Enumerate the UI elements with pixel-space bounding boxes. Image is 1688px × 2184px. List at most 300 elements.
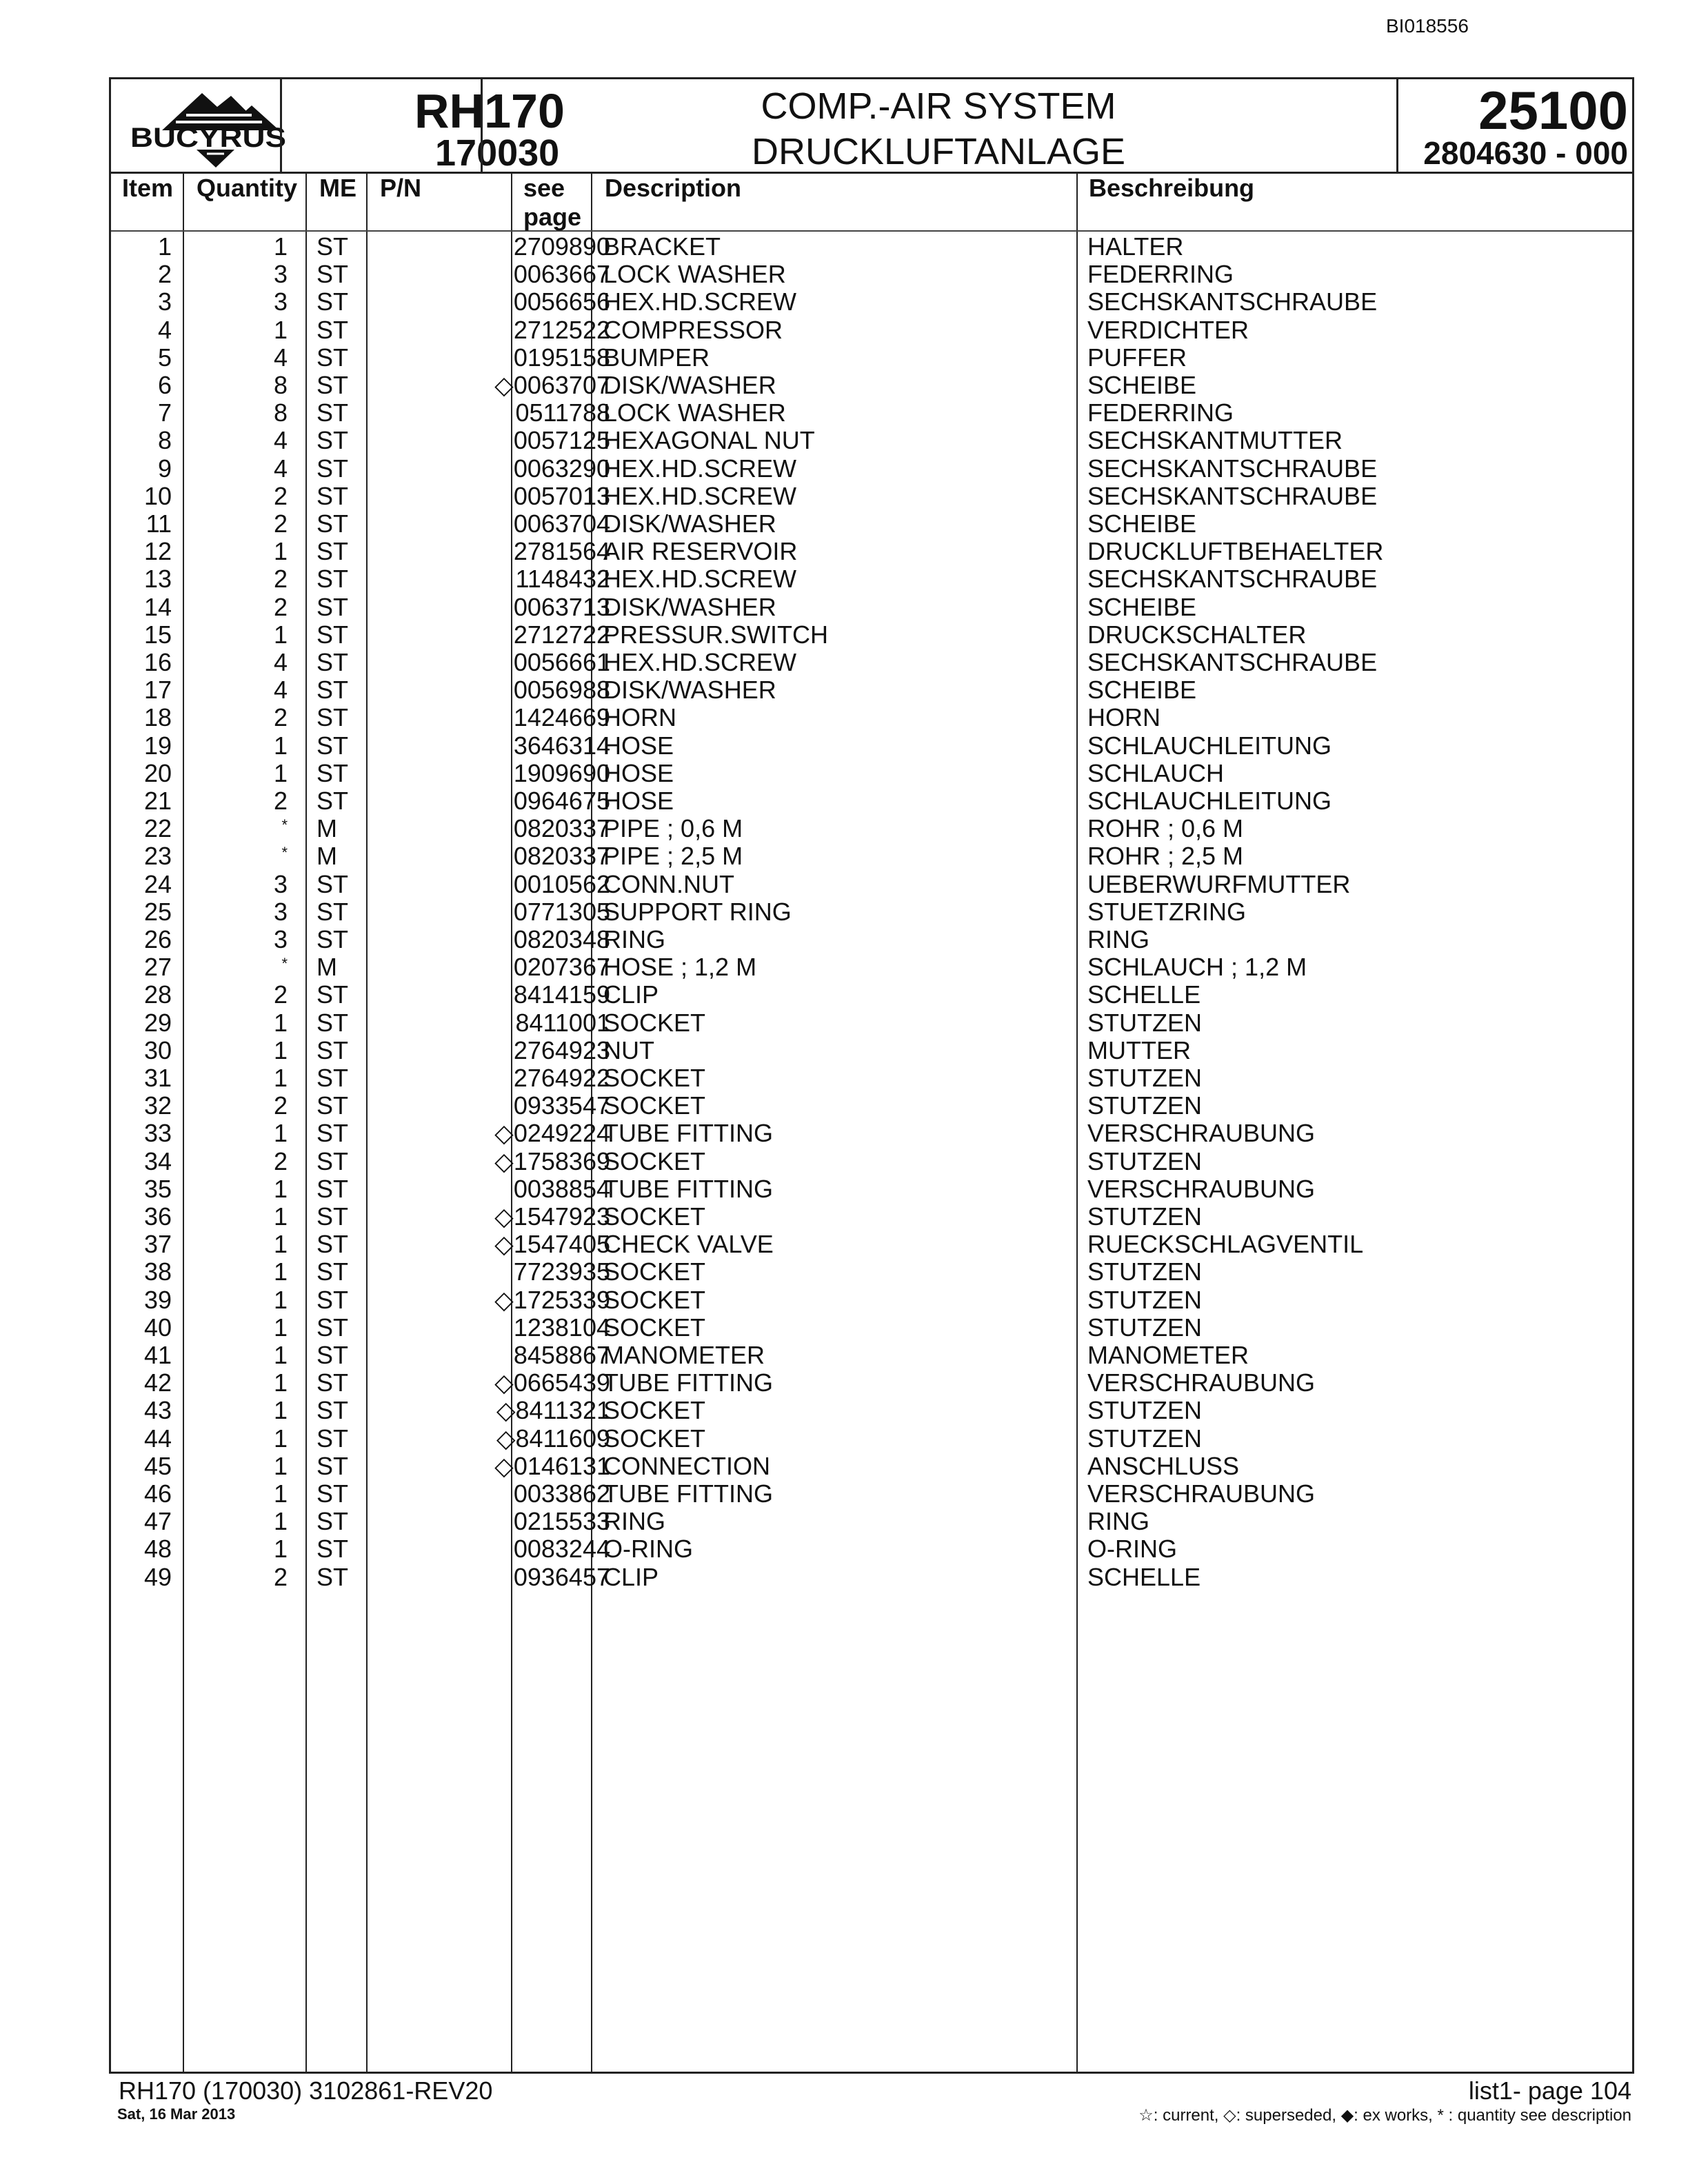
row-part-number: 2764922: [513, 1064, 610, 1092]
table-row: [111, 1535, 1632, 1563]
row-beschreibung: DRUCKLUFTBEHAELTER: [1087, 537, 1384, 566]
row-description: RING: [603, 925, 665, 953]
row-me: ST: [316, 1064, 349, 1092]
row-me: ST: [316, 1146, 349, 1175]
row-quantity: 2: [273, 980, 288, 1009]
table-row: [111, 732, 1632, 760]
group-number: 25100: [1478, 80, 1628, 141]
row-me: ST: [316, 980, 349, 1009]
row-item: 33: [143, 1119, 172, 1148]
row-part-number: 0820348: [513, 925, 610, 953]
row-beschreibung: MUTTER: [1087, 1035, 1191, 1064]
row-item: 37: [143, 1230, 172, 1259]
row-quantity: 3: [273, 897, 288, 926]
row-me: ST: [316, 1119, 349, 1148]
row-quantity: 2: [273, 787, 288, 815]
row-description: HEX.HD.SCREW: [603, 454, 797, 483]
row-beschreibung: STUTZEN: [1087, 1313, 1202, 1342]
row-me: ST: [316, 1008, 349, 1037]
row-beschreibung: SCHEIBE: [1087, 509, 1197, 538]
row-me: ST: [316, 565, 349, 594]
row-beschreibung: STUTZEN: [1087, 1008, 1202, 1037]
row-item: 34: [143, 1146, 172, 1175]
row-beschreibung: STUTZEN: [1087, 1396, 1202, 1425]
bucyrus-logo-icon: [121, 86, 383, 169]
table-row: [111, 649, 1632, 676]
row-part-number: ◇8411609: [496, 1424, 610, 1453]
row-beschreibung: SECHSKANTSCHRAUBE: [1087, 648, 1378, 676]
row-quantity: 1: [273, 1285, 288, 1314]
row-item: 45: [143, 1451, 172, 1480]
row-description: HOSE: [603, 731, 674, 760]
header-divider: [280, 79, 282, 172]
row-item: 5: [157, 343, 172, 372]
table-row: [111, 427, 1632, 454]
table-row: [111, 538, 1632, 565]
row-me: ST: [316, 1035, 349, 1064]
table-row: [111, 1203, 1632, 1231]
row-part-number: 0207367: [513, 953, 610, 982]
row-beschreibung: HALTER: [1087, 232, 1184, 261]
row-item: 10: [143, 481, 172, 510]
row-part-number: 7723935: [513, 1257, 610, 1286]
row-item: 25: [143, 897, 172, 926]
table-row: [111, 1453, 1632, 1480]
row-description: HOSE: [603, 787, 674, 815]
row-quantity: 2: [273, 481, 288, 510]
row-beschreibung: SCHELLE: [1087, 980, 1201, 1009]
row-item: 1: [157, 232, 172, 261]
row-beschreibung: RING: [1087, 1507, 1149, 1536]
row-me: ST: [316, 1479, 349, 1508]
table-row: [111, 953, 1632, 981]
row-me: ST: [316, 758, 349, 787]
table-row: [111, 1397, 1632, 1424]
row-me: ST: [316, 731, 349, 760]
row-quantity: 1: [273, 1535, 288, 1564]
row-description: HEX.HD.SCREW: [603, 648, 797, 676]
row-item: 8: [157, 426, 172, 455]
row-item: 14: [143, 592, 172, 621]
row-item: 22: [143, 814, 172, 843]
row-item: 26: [143, 925, 172, 953]
row-beschreibung: SCHLAUCH ; 1,2 M: [1087, 953, 1307, 982]
row-beschreibung: DRUCKSCHALTER: [1087, 620, 1307, 649]
col-header-item: Item: [122, 174, 174, 202]
table-row: [111, 1092, 1632, 1120]
row-item: 30: [143, 1035, 172, 1064]
row-me: ST: [316, 1202, 349, 1231]
row-description: HEXAGONAL NUT: [603, 426, 815, 455]
row-description: LOCK WASHER: [603, 260, 786, 289]
row-quantity: 1: [273, 1008, 288, 1037]
row-quantity: 2: [273, 592, 288, 621]
table-row: [111, 842, 1632, 870]
row-me: M: [316, 953, 337, 982]
col-header-see: see: [523, 174, 565, 202]
row-description: NUT: [603, 1035, 654, 1064]
row-quantity: *: [281, 955, 288, 973]
row-description: HEX.HD.SCREW: [603, 287, 797, 316]
row-quantity: 1: [273, 758, 288, 787]
row-beschreibung: UEBERWURFMUTTER: [1087, 869, 1351, 898]
row-me: ST: [316, 676, 349, 705]
row-item: 2: [157, 260, 172, 289]
row-description: CLIP: [603, 980, 659, 1009]
row-me: ST: [316, 1313, 349, 1342]
row-beschreibung: VERSCHRAUBUNG: [1087, 1479, 1316, 1508]
row-quantity: 1: [273, 1479, 288, 1508]
model-name: RH170: [414, 84, 565, 138]
row-item: 28: [143, 980, 172, 1009]
row-me: ST: [316, 1285, 349, 1314]
table-row: [111, 1314, 1632, 1342]
row-part-number: 0933547: [513, 1091, 610, 1120]
row-part-number: 0215533: [513, 1507, 610, 1536]
table-row: [111, 455, 1632, 483]
row-description: SOCKET: [603, 1424, 706, 1453]
table-row: [111, 787, 1632, 815]
row-me: ST: [316, 1230, 349, 1259]
row-me: ST: [316, 1341, 349, 1369]
row-item: 35: [143, 1174, 172, 1203]
row-me: ST: [316, 897, 349, 926]
row-description: HORN: [603, 703, 676, 732]
row-quantity: 4: [273, 454, 288, 483]
row-part-number: ◇0146131: [494, 1451, 610, 1480]
row-item: 36: [143, 1202, 172, 1231]
row-quantity: 1: [273, 1396, 288, 1425]
row-description: TUBE FITTING: [603, 1174, 773, 1203]
row-item: 41: [143, 1341, 172, 1369]
row-part-number: 0056661: [513, 648, 610, 676]
row-beschreibung: FEDERRING: [1087, 260, 1234, 289]
row-part-number: 1148432: [515, 565, 610, 594]
svg-text:BUCYRUS: BUCYRUS: [130, 123, 286, 153]
row-item: 46: [143, 1479, 172, 1508]
row-quantity: 1: [273, 731, 288, 760]
row-description: TUBE FITTING: [603, 1368, 773, 1397]
row-part-number: ◇1725339: [494, 1285, 610, 1314]
col-header-description: Description: [605, 174, 742, 202]
row-me: ST: [316, 315, 349, 344]
row-me: ST: [316, 620, 349, 649]
table-row: [111, 1175, 1632, 1203]
row-item: 29: [143, 1008, 172, 1037]
row-beschreibung: HORN: [1087, 703, 1160, 732]
table-row: [111, 760, 1632, 787]
row-quantity: 1: [273, 232, 288, 261]
row-quantity: 3: [273, 287, 288, 316]
row-beschreibung: STUTZEN: [1087, 1064, 1202, 1092]
row-beschreibung: SCHEIBE: [1087, 592, 1197, 621]
table-row: [111, 1009, 1632, 1037]
row-beschreibung: ROHR ; 0,6 M: [1087, 814, 1244, 843]
row-part-number: 0010562: [513, 869, 610, 898]
row-item: 49: [143, 1562, 172, 1591]
row-quantity: 2: [273, 509, 288, 538]
row-item: 40: [143, 1313, 172, 1342]
table-row: [111, 483, 1632, 510]
table-row: [111, 898, 1632, 926]
row-beschreibung: SCHLAUCHLEITUNG: [1087, 731, 1332, 760]
row-beschreibung: RUECKSCHLAGVENTIL: [1087, 1230, 1364, 1259]
row-quantity: 1: [273, 1064, 288, 1092]
table-row: [111, 621, 1632, 649]
row-item: 32: [143, 1091, 172, 1120]
row-quantity: 1: [273, 1035, 288, 1064]
row-beschreibung: SCHLAUCHLEITUNG: [1087, 787, 1332, 815]
row-beschreibung: STUTZEN: [1087, 1424, 1202, 1453]
row-part-number: 0063290: [513, 454, 610, 483]
table-row: [111, 261, 1632, 288]
row-me: M: [316, 842, 337, 871]
row-quantity: 1: [273, 1119, 288, 1148]
row-beschreibung: SECHSKANTSCHRAUBE: [1087, 481, 1378, 510]
table-row: [111, 871, 1632, 898]
row-description: O-RING: [603, 1535, 693, 1564]
table-row: [111, 1342, 1632, 1369]
row-me: ST: [316, 1535, 349, 1564]
row-part-number: 1909690: [513, 758, 610, 787]
row-item: 39: [143, 1285, 172, 1314]
table-row: [111, 594, 1632, 621]
row-part-number: 0063667: [513, 260, 610, 289]
row-part-number: 0057125: [513, 426, 610, 455]
row-part-number: ◇8411321: [496, 1396, 610, 1425]
row-me: ST: [316, 509, 349, 538]
row-description: TUBE FITTING: [603, 1479, 773, 1508]
row-item: 23: [143, 842, 172, 871]
row-part-number: 8411001: [515, 1008, 610, 1037]
row-part-number: 0820337: [513, 842, 610, 871]
row-beschreibung: ROHR ; 2,5 M: [1087, 842, 1244, 871]
row-item: 4: [157, 315, 172, 344]
row-description: CHECK VALVE: [603, 1230, 774, 1259]
table-row: [111, 1286, 1632, 1314]
row-quantity: 4: [273, 343, 288, 372]
header-block: [109, 77, 1634, 174]
row-part-number: 2712722: [513, 620, 610, 649]
row-quantity: 1: [273, 537, 288, 566]
footer-date: Sat, 16 Mar 2013: [117, 2105, 236, 2123]
row-quantity: 8: [273, 371, 288, 399]
row-quantity: 1: [273, 1424, 288, 1453]
row-quantity: *: [281, 844, 288, 862]
footer-page: list1- page 104: [1468, 2076, 1631, 2105]
row-beschreibung: STUETZRING: [1087, 897, 1246, 926]
row-part-number: 0056988: [513, 676, 610, 705]
table-row: [111, 1480, 1632, 1508]
row-quantity: 1: [273, 1341, 288, 1369]
row-description: SOCKET: [603, 1008, 706, 1037]
row-item: 43: [143, 1396, 172, 1425]
row-beschreibung: VERSCHRAUBUNG: [1087, 1119, 1316, 1148]
row-me: ST: [316, 1091, 349, 1120]
table-row: [111, 1425, 1632, 1453]
row-part-number: 2712522: [513, 315, 610, 344]
row-description: DISK/WASHER: [603, 676, 776, 705]
row-item: 27: [143, 953, 172, 982]
row-beschreibung: VERDICHTER: [1087, 315, 1249, 344]
bucyrus-logo: [121, 86, 383, 169]
table-row: [111, 288, 1632, 316]
row-description: BUMPER: [603, 343, 710, 372]
row-quantity: 2: [273, 1562, 288, 1591]
row-beschreibung: VERSCHRAUBUNG: [1087, 1368, 1316, 1397]
row-beschreibung: SECHSKANTSCHRAUBE: [1087, 454, 1378, 483]
row-quantity: 3: [273, 869, 288, 898]
row-quantity: 1: [273, 1313, 288, 1342]
row-me: ST: [316, 1257, 349, 1286]
table-row: [111, 344, 1632, 372]
row-beschreibung: SCHLAUCH: [1087, 758, 1225, 787]
table-row: [111, 510, 1632, 538]
row-me: ST: [316, 426, 349, 455]
row-me: ST: [316, 343, 349, 372]
row-description: PIPE ; 0,6 M: [603, 814, 743, 843]
row-beschreibung: SECHSKANTMUTTER: [1087, 426, 1343, 455]
row-description: CONNECTION: [603, 1451, 770, 1480]
row-description: SOCKET: [603, 1313, 706, 1342]
row-quantity: 1: [273, 315, 288, 344]
row-description: LOCK WASHER: [603, 398, 786, 427]
row-part-number: 0820337: [513, 814, 610, 843]
row-me: ST: [316, 787, 349, 815]
row-part-number: 0195158: [513, 343, 610, 372]
row-me: ST: [316, 1507, 349, 1536]
row-item: 44: [143, 1424, 172, 1453]
row-description: DISK/WASHER: [603, 371, 776, 399]
row-part-number: 8414159: [513, 980, 610, 1009]
table-row: [111, 926, 1632, 953]
row-beschreibung: PUFFER: [1087, 343, 1187, 372]
row-description: PRESSUR.SWITCH: [603, 620, 829, 649]
row-part-number: 1424669: [513, 703, 610, 732]
row-part-number: 0964675: [513, 787, 610, 815]
row-description: BRACKET: [603, 232, 721, 261]
row-description: SUPPORT RING: [603, 897, 792, 926]
document-id: BI018556: [1386, 15, 1469, 37]
row-description: MANOMETER: [603, 1341, 765, 1369]
row-beschreibung: SECHSKANTSCHRAUBE: [1087, 565, 1378, 594]
row-item: 3: [157, 287, 172, 316]
row-me: ST: [316, 1174, 349, 1203]
row-part-number: 0056656: [513, 287, 610, 316]
title-german: DRUCKLUFTANLAGE: [751, 131, 1126, 172]
row-item: 17: [143, 676, 172, 705]
row-description: SOCKET: [603, 1257, 706, 1286]
drawing-number: 2804630 - 000: [1423, 135, 1628, 171]
row-quantity: 2: [273, 565, 288, 594]
row-quantity: *: [281, 816, 288, 834]
row-description: HEX.HD.SCREW: [603, 481, 797, 510]
row-description: TUBE FITTING: [603, 1119, 773, 1148]
row-me: ST: [316, 398, 349, 427]
row-part-number: 2709890: [513, 232, 610, 261]
table-row: [111, 1258, 1632, 1286]
row-description: SOCKET: [603, 1285, 706, 1314]
table-row: [111, 1120, 1632, 1147]
col-header-see-page: [523, 174, 581, 232]
row-item: 9: [157, 454, 172, 483]
row-me: ST: [316, 537, 349, 566]
row-beschreibung: ANSCHLUSS: [1087, 1451, 1240, 1480]
col-header-beschreibung: Beschreibung: [1089, 174, 1255, 202]
row-beschreibung: SCHEIBE: [1087, 371, 1197, 399]
row-me: ST: [316, 1451, 349, 1480]
row-item: 31: [143, 1064, 172, 1092]
row-quantity: 1: [273, 620, 288, 649]
row-part-number: 0038854: [513, 1174, 610, 1203]
row-part-number: 0057013: [513, 481, 610, 510]
row-description: SOCKET: [603, 1396, 706, 1425]
row-quantity: 1: [273, 1507, 288, 1536]
col-header-pn: P/N: [380, 174, 422, 202]
table-row: [111, 399, 1632, 427]
col-header-me: ME: [319, 174, 356, 202]
row-item: 21: [143, 787, 172, 815]
row-part-number: 0063704: [513, 509, 610, 538]
row-description: DISK/WASHER: [603, 509, 776, 538]
parts-table: [109, 174, 1634, 2074]
table-row: [111, 1148, 1632, 1175]
row-me: ST: [316, 481, 349, 510]
row-me: ST: [316, 592, 349, 621]
row-part-number: 0936457: [513, 1562, 610, 1591]
row-item: 13: [143, 565, 172, 594]
row-quantity: 1: [273, 1451, 288, 1480]
header-divider: [1396, 79, 1398, 172]
row-me: ST: [316, 260, 349, 289]
row-me: ST: [316, 1562, 349, 1591]
row-description: CONN.NUT: [603, 869, 734, 898]
row-part-number: 0033862: [513, 1479, 610, 1508]
row-item: 20: [143, 758, 172, 787]
row-part-number: ◇1758369: [494, 1146, 610, 1175]
row-me: M: [316, 814, 337, 843]
model-number: 170030: [435, 132, 560, 174]
table-row: [111, 1231, 1632, 1258]
table-row: [111, 233, 1632, 261]
row-item: 12: [143, 537, 172, 566]
row-part-number: 8458867: [513, 1341, 610, 1369]
row-item: 38: [143, 1257, 172, 1286]
row-description: PIPE ; 2,5 M: [603, 842, 743, 871]
row-beschreibung: STUTZEN: [1087, 1257, 1202, 1286]
row-me: ST: [316, 1424, 349, 1453]
row-beschreibung: MANOMETER: [1087, 1341, 1249, 1369]
footer-reference: RH170 (170030) 3102861-REV20: [119, 2076, 493, 2105]
row-beschreibung: O-RING: [1087, 1535, 1177, 1564]
row-me: ST: [316, 925, 349, 953]
row-quantity: 1: [273, 1368, 288, 1397]
table-row: [111, 316, 1632, 344]
row-quantity: 4: [273, 426, 288, 455]
row-part-number: 0083244: [513, 1535, 610, 1564]
row-description: SOCKET: [603, 1091, 706, 1120]
row-part-number: ◇0063707: [494, 371, 610, 399]
row-me: ST: [316, 648, 349, 676]
table-row: [111, 1037, 1632, 1064]
row-beschreibung: STUTZEN: [1087, 1202, 1202, 1231]
table-row: [111, 372, 1632, 399]
row-quantity: 1: [273, 1202, 288, 1231]
row-beschreibung: VERSCHRAUBUNG: [1087, 1174, 1316, 1203]
row-me: ST: [316, 1368, 349, 1397]
row-item: 11: [145, 509, 172, 538]
table-row: [111, 815, 1632, 842]
